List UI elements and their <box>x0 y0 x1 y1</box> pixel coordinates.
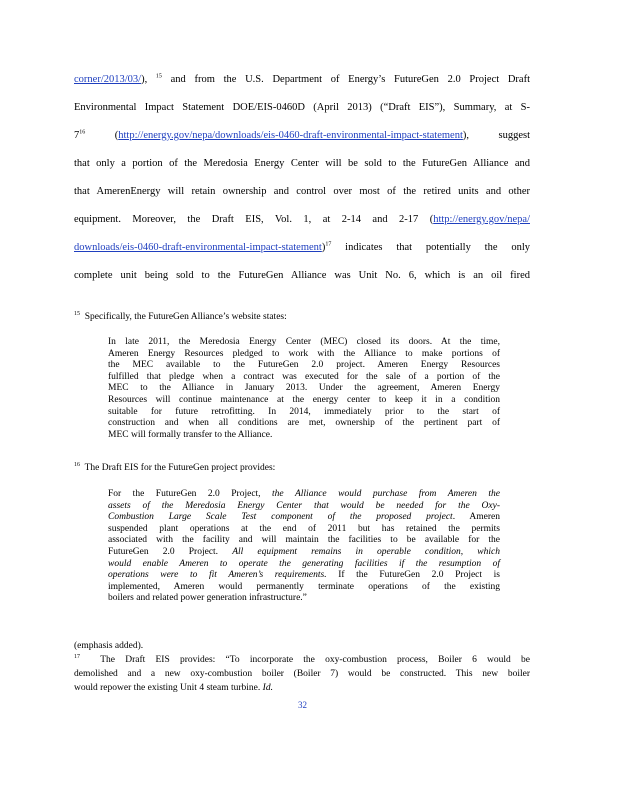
footnote-15-number: 15 <box>74 310 80 317</box>
text-run: The Draft EIS provides: “To incorporate the oxy-combustion process, Boiler 6 would be <box>100 655 530 665</box>
text-run: complete unit being sold to the FutureGen Alliance was Unit No. 6, which is an oil fired <box>74 270 530 281</box>
text-run: that AmerenEnergy will retain ownership and control over most of the retired units and other <box>74 186 530 197</box>
quote-line <box>108 593 500 605</box>
emphasis-text: the Alliance would purchase from Ameren the <box>272 489 500 499</box>
body-line <box>74 102 530 114</box>
text-run: associated with the facility and will maintain the facilities to be available for the <box>108 535 500 546</box>
body-line <box>74 130 530 142</box>
text-run: fulfilled that pledge when a contract was executed for the sale of a portion of the <box>108 371 500 382</box>
footnote-ref: 15 <box>155 73 162 80</box>
footnote-ref: 17 <box>325 241 332 248</box>
quote-line <box>108 535 500 547</box>
quote-line <box>108 547 500 559</box>
text-run: ) <box>321 242 326 253</box>
hyperlink[interactable]: downloads/eis-0460-draft-environmental-impact-statement <box>74 242 322 253</box>
emphasis-text: would enable Ameren to operate the generating facilities if the resumption of <box>108 558 500 569</box>
text-run: and from the U.S. Department of Energy’s FutureGen 2.0 Project Draft <box>161 74 530 85</box>
page-number: 32 <box>298 700 307 710</box>
body-line <box>74 214 530 226</box>
text-run: . Ameren <box>452 512 500 523</box>
text-run: implemented, Ameren would permanently terminate operations of the existing <box>108 581 500 592</box>
quote-line <box>108 501 500 513</box>
text-run: suitable for future retrofitting. In 2014, immediately prior to the start of <box>108 406 500 417</box>
text-run: MEC to the Alliance in January 2013. Under the agreement, Ameren Energy <box>108 383 500 394</box>
quote-line <box>108 372 500 384</box>
text-run: demolished and a new oxy-combustion boiler (Boiler 7) would be constructed. This new boiler <box>74 669 530 679</box>
body-line <box>74 242 530 254</box>
hyperlink[interactable]: http://energy.gov/nepa/ <box>433 214 530 225</box>
footnote-15-heading <box>74 312 287 323</box>
footnote-16-closing: (emphasis added). <box>74 641 144 651</box>
text-run: would repower the existing Unit 4 steam turbine. <box>74 683 263 693</box>
text-run: that only a portion of the Meredosia Energy Center will be sold to the FutureGen Alliance and <box>74 158 530 169</box>
quote-line <box>108 395 500 407</box>
body-line <box>74 186 530 198</box>
emphasis-text: Id. <box>262 683 273 693</box>
hyperlink[interactable]: corner/2013/03/ <box>74 74 142 85</box>
footnote-16-blockquote <box>108 489 500 605</box>
emphasis-text: All equipment remains in operable condition, which <box>232 546 500 557</box>
quote-line <box>108 360 500 372</box>
footnote-17-number: 17 <box>74 653 80 660</box>
text-run: MEC will formally transfer to the Alliance. <box>108 429 273 440</box>
footnote-16-heading <box>74 463 275 474</box>
text-run: construction and when all conditions are met, ownership of the pertinent part of <box>108 418 500 429</box>
text-run: equipment. Moreover, the Draft EIS, Vol. 1, at 2-14 and 2-17 ( <box>74 214 434 225</box>
text-run: ), <box>141 74 156 85</box>
quote-line <box>108 512 500 524</box>
text-run: Resources will continue maintenance at the energy center to keep it in a condition <box>108 394 500 405</box>
text-run: For the FutureGen 2.0 Project, <box>108 489 273 499</box>
text-run: ( <box>85 130 119 141</box>
body-line <box>74 74 530 86</box>
footnote-16-number: 16 <box>74 461 80 468</box>
text-run: boilers and related power generation infrastructure.” <box>108 593 307 604</box>
quote-line <box>108 349 500 361</box>
footnote-17-line <box>74 655 530 666</box>
text-run: Ameren Energy Resources pledged to work with the Alliance to make portions of <box>108 348 500 359</box>
emphasis-text: assets of the Meredosia Energy Center that would be needed for the Oxy- <box>108 500 500 511</box>
text-run: If the FutureGen 2.0 Project is <box>326 570 500 581</box>
text-run: indicates that potentially the only <box>331 242 530 253</box>
quote-line <box>108 418 500 430</box>
emphasis-text: Combustion Large Scale Test component of the proposed project <box>108 512 453 523</box>
footnote-17-line <box>74 669 530 680</box>
quote-line <box>108 489 500 501</box>
body-line <box>74 270 530 282</box>
text-run: Environmental Impact Statement DOE/EIS-0460D (April 2013) (“Draft EIS”), Summary, at S- <box>74 102 530 113</box>
footnote-15-intro: Specifically, the FutureGen Alliance’s website states: <box>84 312 287 322</box>
quote-line <box>108 407 500 419</box>
quote-line <box>108 559 500 571</box>
quote-line <box>108 383 500 395</box>
quote-line <box>108 582 500 594</box>
footnote-ref: 16 <box>79 129 86 136</box>
footnote-16-intro: The Draft EIS for the FutureGen project provides: <box>84 463 276 473</box>
quote-line <box>108 337 500 349</box>
quote-line <box>108 430 500 442</box>
body-line <box>74 158 530 170</box>
quote-line <box>108 570 500 582</box>
footnote-15-blockquote <box>108 337 500 441</box>
text-run: ), suggest <box>462 130 530 141</box>
text-run: suspended plant operations at the end of 2011 but has retained the permits <box>108 523 500 534</box>
hyperlink[interactable]: http://energy.gov/nepa/downloads/eis-0460-draft-environmental-impact-statement <box>118 130 463 141</box>
text-run: FutureGen 2.0 Project. <box>108 546 233 557</box>
text-run: the MEC available to the FutureGen 2.0 project. Ameren Energy Resources <box>108 360 500 371</box>
footnote-17-line <box>74 683 530 694</box>
emphasis-text: operations were to fit Ameren’s requirements. <box>108 570 327 581</box>
text-run: In late 2011, the Meredosia Energy Center (MEC) closed its doors. At the time, <box>108 337 500 347</box>
quote-line <box>108 524 500 536</box>
text-run: 7 <box>74 130 80 141</box>
